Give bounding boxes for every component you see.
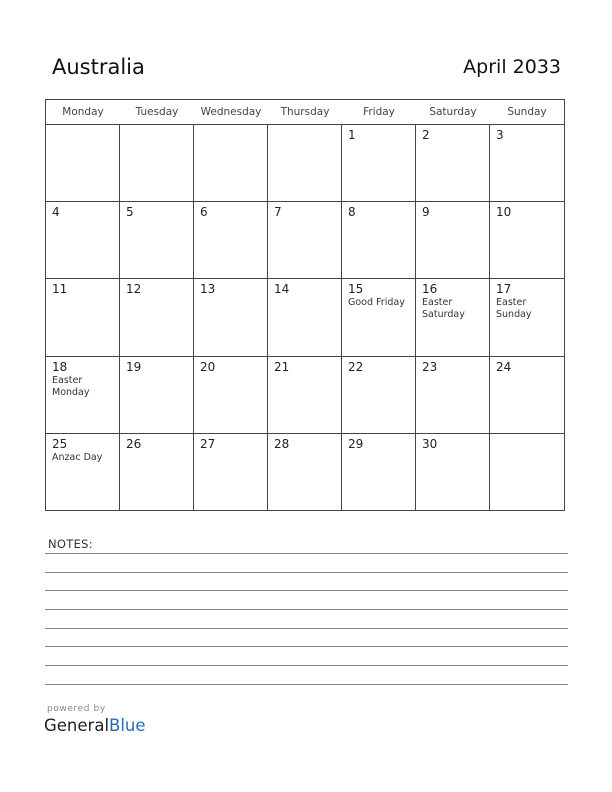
- weekday-header: [46, 100, 564, 125]
- holiday-label: Good Friday: [348, 297, 405, 309]
- day-cell[interactable]: [46, 357, 120, 434]
- day-cell[interactable]: [120, 202, 194, 279]
- day-cell[interactable]: [194, 202, 268, 279]
- notes-label: NOTES:: [48, 537, 93, 551]
- holiday-label: Easter Monday: [52, 374, 90, 398]
- weekday-friday: Friday: [363, 106, 395, 118]
- weekday-monday: Monday: [62, 106, 104, 118]
- day-number: 14: [274, 282, 290, 297]
- notes-line: [45, 553, 568, 554]
- day-cell[interactable]: [416, 202, 490, 279]
- day-cell[interactable]: [268, 279, 342, 356]
- holiday-label: Easter Saturday: [422, 297, 465, 321]
- weekday-wednesday: Wednesday: [200, 106, 262, 118]
- day-cell[interactable]: [416, 125, 490, 202]
- weekday-sunday: Sunday: [507, 106, 547, 118]
- generalblue-logo[interactable]: [44, 716, 146, 735]
- notes-line: [45, 572, 568, 573]
- day-cell[interactable]: [120, 279, 194, 356]
- day-number: 3: [496, 128, 504, 142]
- day-number: 1: [348, 128, 356, 142]
- day-number: 13: [200, 282, 216, 297]
- day-number: 22: [348, 359, 364, 374]
- notes-line: [45, 684, 568, 685]
- day-number: 19: [126, 359, 142, 374]
- notes-line: [45, 628, 568, 629]
- day-number: 10: [496, 205, 512, 220]
- day-number: 18: [52, 359, 68, 374]
- day-number: 4: [52, 205, 60, 220]
- weekday-thursday: Thursday: [280, 106, 330, 118]
- day-grid: [46, 125, 564, 511]
- day-number: 25: [52, 436, 68, 451]
- day-number: 21: [274, 359, 290, 374]
- day-cell[interactable]: [416, 357, 490, 434]
- day-number: 16: [422, 282, 438, 297]
- day-number: 11: [52, 282, 68, 297]
- notes-line: [45, 646, 568, 647]
- month-title: April 2033: [463, 56, 561, 78]
- day-cell[interactable]: [194, 279, 268, 356]
- day-cell[interactable]: [46, 125, 120, 202]
- day-cell[interactable]: [268, 202, 342, 279]
- day-cell[interactable]: [194, 434, 268, 511]
- notes-line: [45, 609, 568, 610]
- day-cell[interactable]: [342, 125, 416, 202]
- day-cell[interactable]: [194, 357, 268, 434]
- day-number: 7: [274, 205, 282, 220]
- day-number: 12: [126, 282, 142, 297]
- day-number: 20: [200, 359, 216, 374]
- day-number: 2: [422, 128, 430, 142]
- day-cell[interactable]: [120, 357, 194, 434]
- weekday-saturday: Saturday: [429, 106, 477, 118]
- day-cell[interactable]: [342, 357, 416, 434]
- day-cell[interactable]: [342, 279, 416, 356]
- day-cell[interactable]: [490, 202, 564, 279]
- day-cell[interactable]: [268, 357, 342, 434]
- notes-line: [45, 590, 568, 591]
- day-cell[interactable]: [194, 125, 268, 202]
- day-cell[interactable]: [268, 125, 342, 202]
- brand-general: General: [44, 716, 110, 735]
- day-number: 27: [200, 436, 216, 451]
- day-number: 15: [348, 282, 364, 297]
- day-number: 6: [200, 205, 208, 220]
- day-number: 9: [422, 205, 430, 220]
- day-number: 17: [496, 282, 512, 297]
- day-number: 28: [274, 436, 290, 451]
- weekday-tuesday: Tuesday: [135, 106, 179, 118]
- day-cell[interactable]: [46, 434, 120, 511]
- day-cell[interactable]: [46, 279, 120, 356]
- holiday-label: Easter Sunday: [496, 297, 532, 321]
- day-number: 8: [348, 205, 356, 220]
- day-number: 23: [422, 359, 438, 374]
- day-cell[interactable]: [490, 279, 564, 356]
- day-cell[interactable]: [46, 202, 120, 279]
- day-cell[interactable]: [120, 434, 194, 511]
- day-number: 29: [348, 436, 364, 451]
- brand-blue: Blue: [109, 716, 146, 735]
- day-cell[interactable]: [120, 125, 194, 202]
- calendar-grid: [45, 99, 565, 511]
- day-cell[interactable]: [490, 357, 564, 434]
- day-cell[interactable]: [416, 279, 490, 356]
- powered-by-text: powered by: [47, 704, 106, 714]
- day-cell[interactable]: [342, 434, 416, 511]
- day-number: 5: [126, 205, 134, 220]
- day-cell[interactable]: [416, 434, 490, 511]
- day-number: 30: [422, 436, 438, 451]
- notes-line: [45, 665, 568, 666]
- day-number: 24: [496, 359, 512, 374]
- day-cell[interactable]: [342, 202, 416, 279]
- country-title: Australia: [52, 55, 145, 79]
- day-number: 26: [126, 436, 142, 451]
- day-cell[interactable]: [490, 125, 564, 202]
- day-cell[interactable]: [490, 434, 564, 511]
- holiday-label: Anzac Day: [52, 451, 103, 463]
- day-cell[interactable]: [268, 434, 342, 511]
